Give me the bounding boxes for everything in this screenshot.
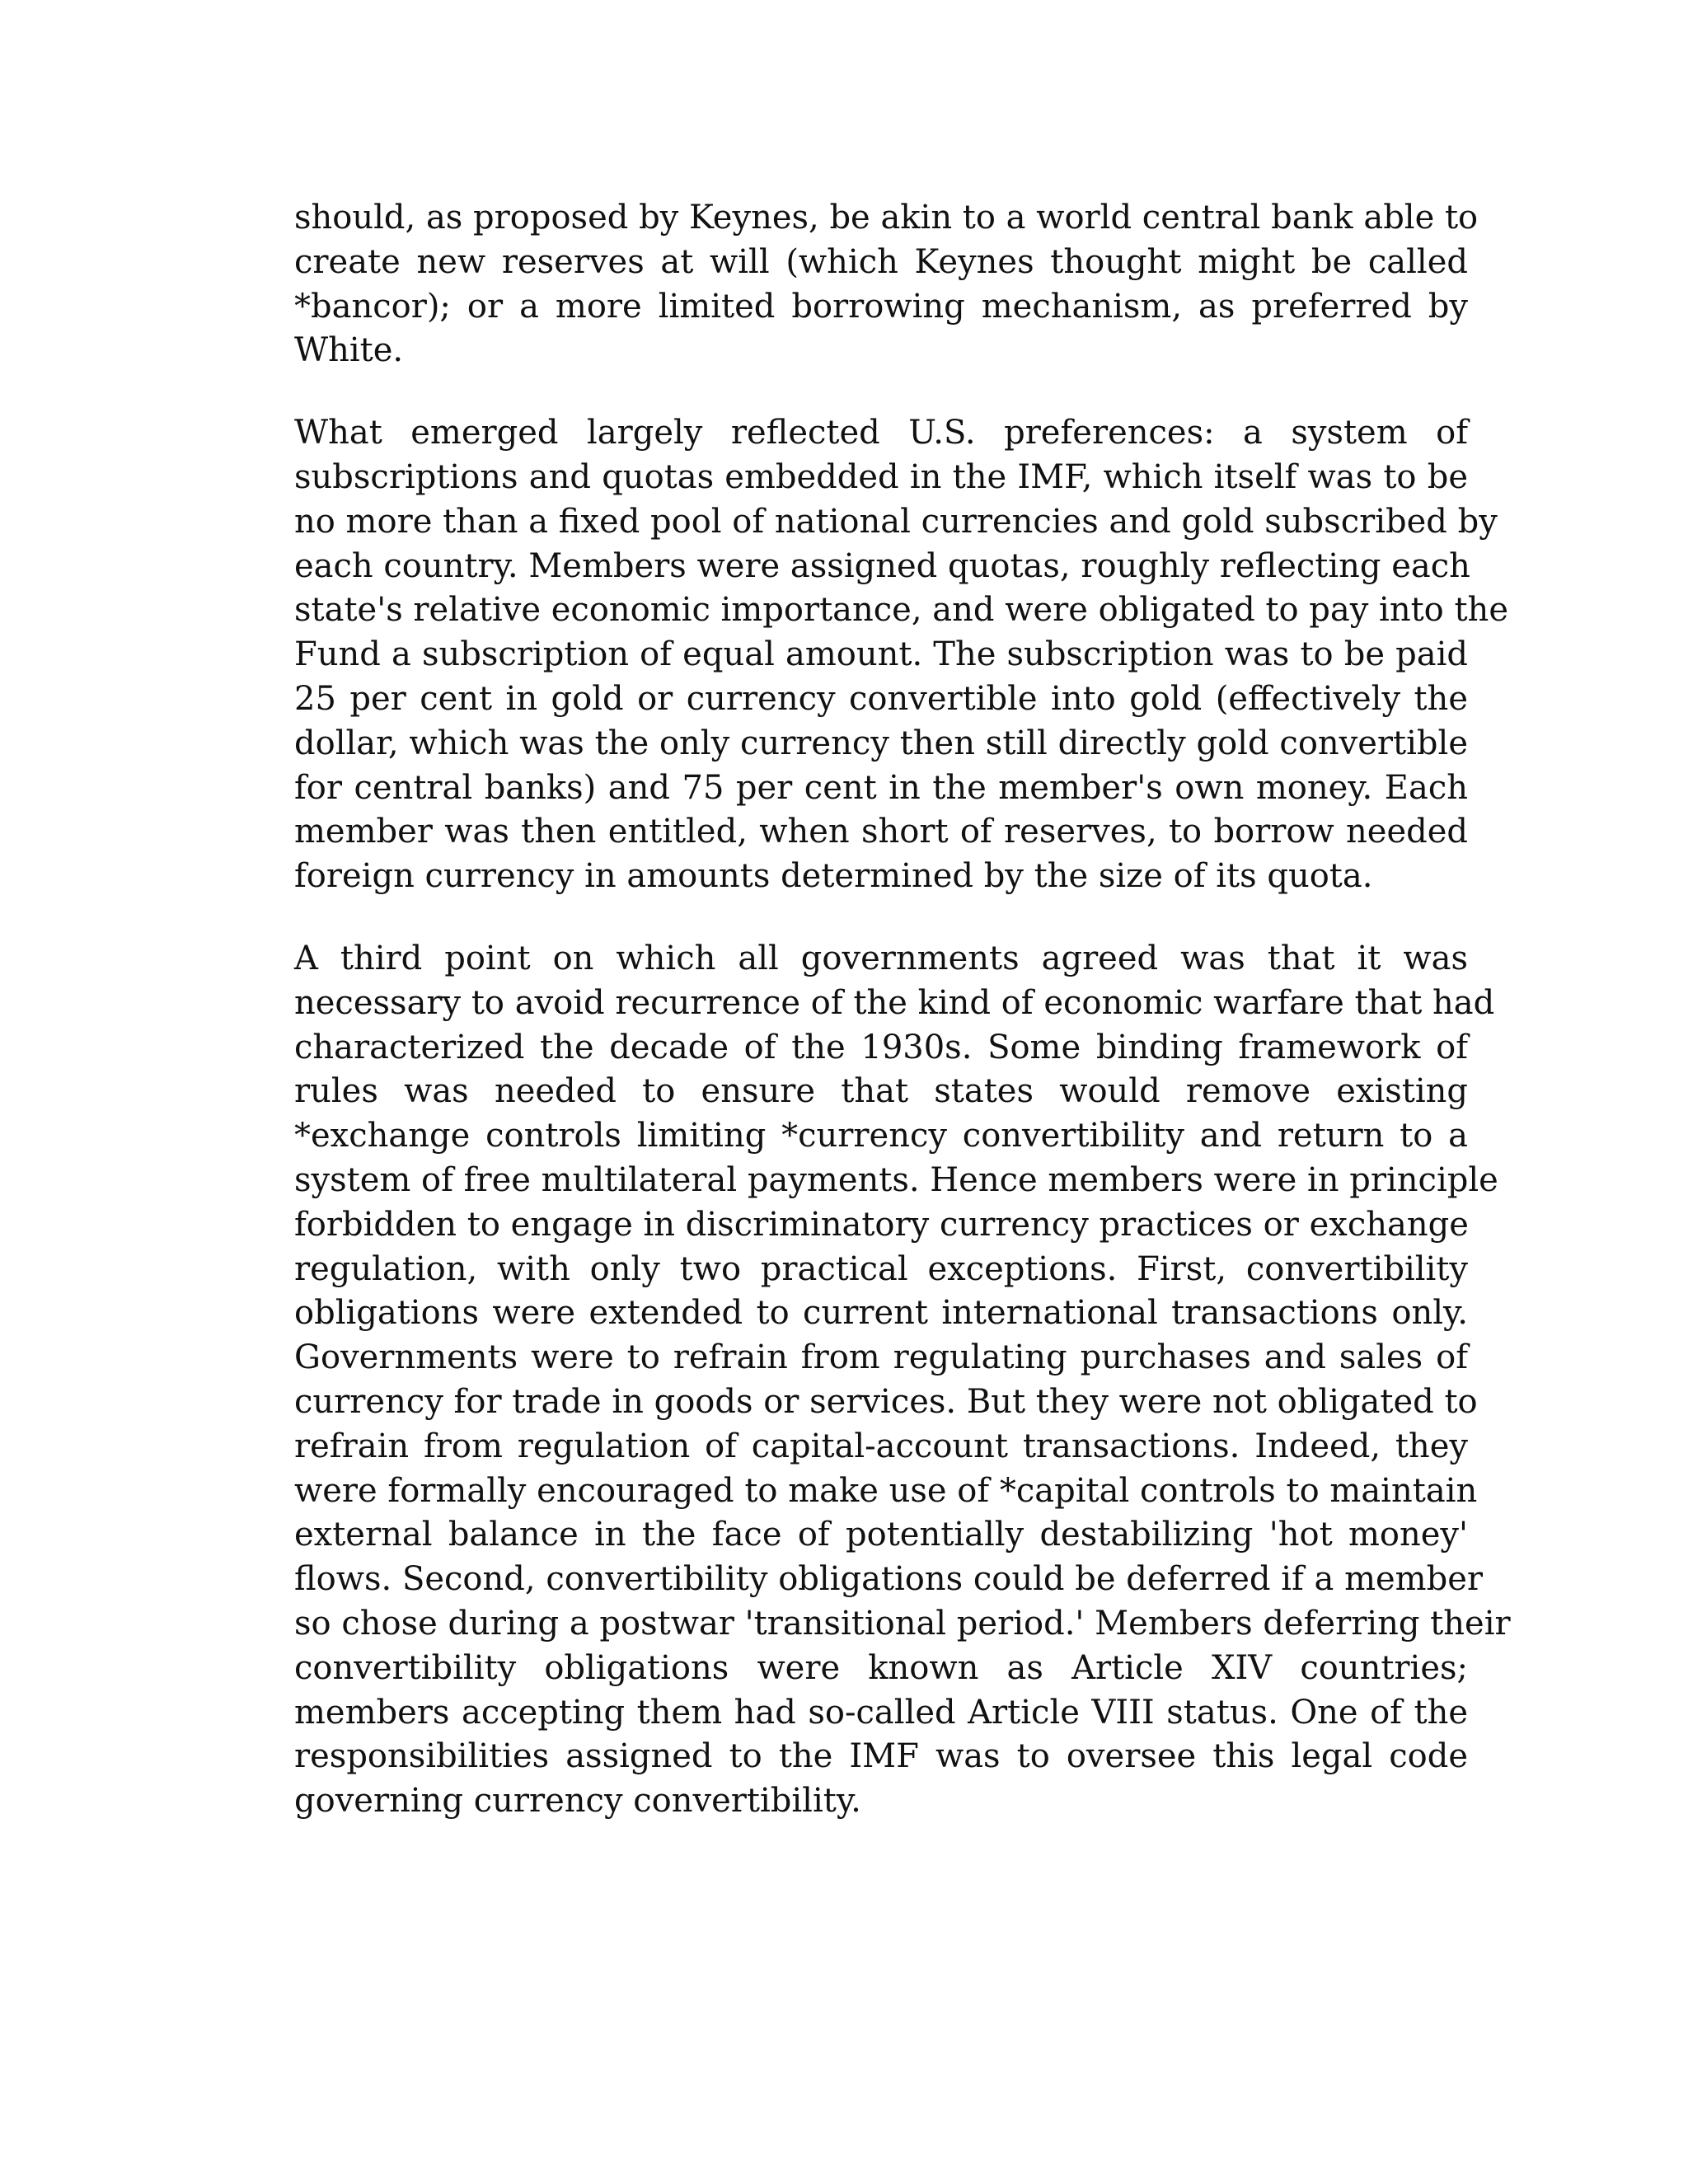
text-line: What emerged largely reflected U.S. preferences: a system of — [294, 414, 1468, 452]
text-line: members accepting them had so-called Article VIII status. One of the — [294, 1693, 1468, 1732]
text-line: were formally encouraged to make use of *capital controls to maintain — [294, 1471, 1478, 1510]
paragraph-quotas — [294, 411, 1508, 899]
paragraph-convertibility — [294, 937, 1511, 1824]
text-line: governing currency convertibility. — [294, 1782, 861, 1821]
paragraph-bancor — [294, 196, 1479, 373]
text-line: regulation, with only two practical exceptions. First, convertibility — [294, 1249, 1468, 1288]
text-line: should, as proposed by Keynes, be akin to a world central bank able to — [294, 199, 1479, 237]
text-line: subscriptions and quotas embedded in the IMF, which itself was to be — [294, 457, 1468, 496]
text-line: flows. Second, convertibility obligations could be deferred if a member — [294, 1560, 1484, 1599]
text-line: so chose during a postwar 'transitional period.' Members deferring their — [294, 1604, 1511, 1643]
text-line: convertibility obligations were known as Article XIV countries; — [294, 1648, 1468, 1687]
text-line: each country. Members were assigned quotas, roughly reflecting each — [294, 546, 1470, 585]
text-line: characterized the decade of the 1930s. Some binding framework of — [294, 1028, 1468, 1066]
text-line: for central banks) and 75 per cent in the member's own money. Each — [294, 768, 1468, 807]
text-line: obligations were extended to current international transactions only. — [294, 1294, 1468, 1333]
text-line: forbidden to engage in discriminatory currency practices or exchange — [294, 1205, 1469, 1244]
text-line: system of free multilateral payments. Hence members were in principle — [294, 1160, 1498, 1199]
text-line: create new reserves at will (which Keynes thought might be called — [294, 242, 1468, 281]
text-line: *exchange controls limiting *currency convertibility and return to a — [294, 1117, 1468, 1155]
text-line: 25 per cent in gold or currency convertible into gold (effectively the — [294, 679, 1468, 718]
text-line: dollar, which was the only currency then still directly gold convertible — [294, 724, 1468, 762]
text-line: rules was needed to ensure that states would remove existing — [294, 1072, 1468, 1111]
document-page — [294, 196, 1511, 1862]
text-line: external balance in the face of potentially destabilizing 'hot money' — [294, 1516, 1468, 1554]
text-line: *bancor); or a more limited borrowing mechanism, as preferred by — [294, 287, 1468, 326]
text-line: currency for trade in goods or services. But they were not obligated to — [294, 1382, 1478, 1421]
text-line: state's relative economic importance, and were obligated to pay into the — [294, 591, 1508, 630]
text-line: Governments were to refrain from regulating purchases and sales of — [294, 1338, 1468, 1377]
text-line: no more than a fixed pool of national currencies and gold subscribed by — [294, 502, 1498, 541]
text-line: refrain from regulation of capital-account transactions. Indeed, they — [294, 1427, 1468, 1465]
text-line: Fund a subscription of equal amount. The subscription was to be paid — [294, 635, 1468, 674]
text-line: necessary to avoid recurrence of the kind of economic warfare that had — [294, 983, 1495, 1022]
text-line: member was then entitled, when short of reserves, to borrow needed — [294, 813, 1468, 851]
text-line: A third point on which all governments agreed was that it was — [294, 939, 1468, 977]
text-line: White. — [294, 331, 404, 370]
text-line: responsibilities assigned to the IMF was to oversee this legal code — [294, 1737, 1468, 1776]
text-line: foreign currency in amounts determined by the size of its quota. — [294, 857, 1373, 896]
